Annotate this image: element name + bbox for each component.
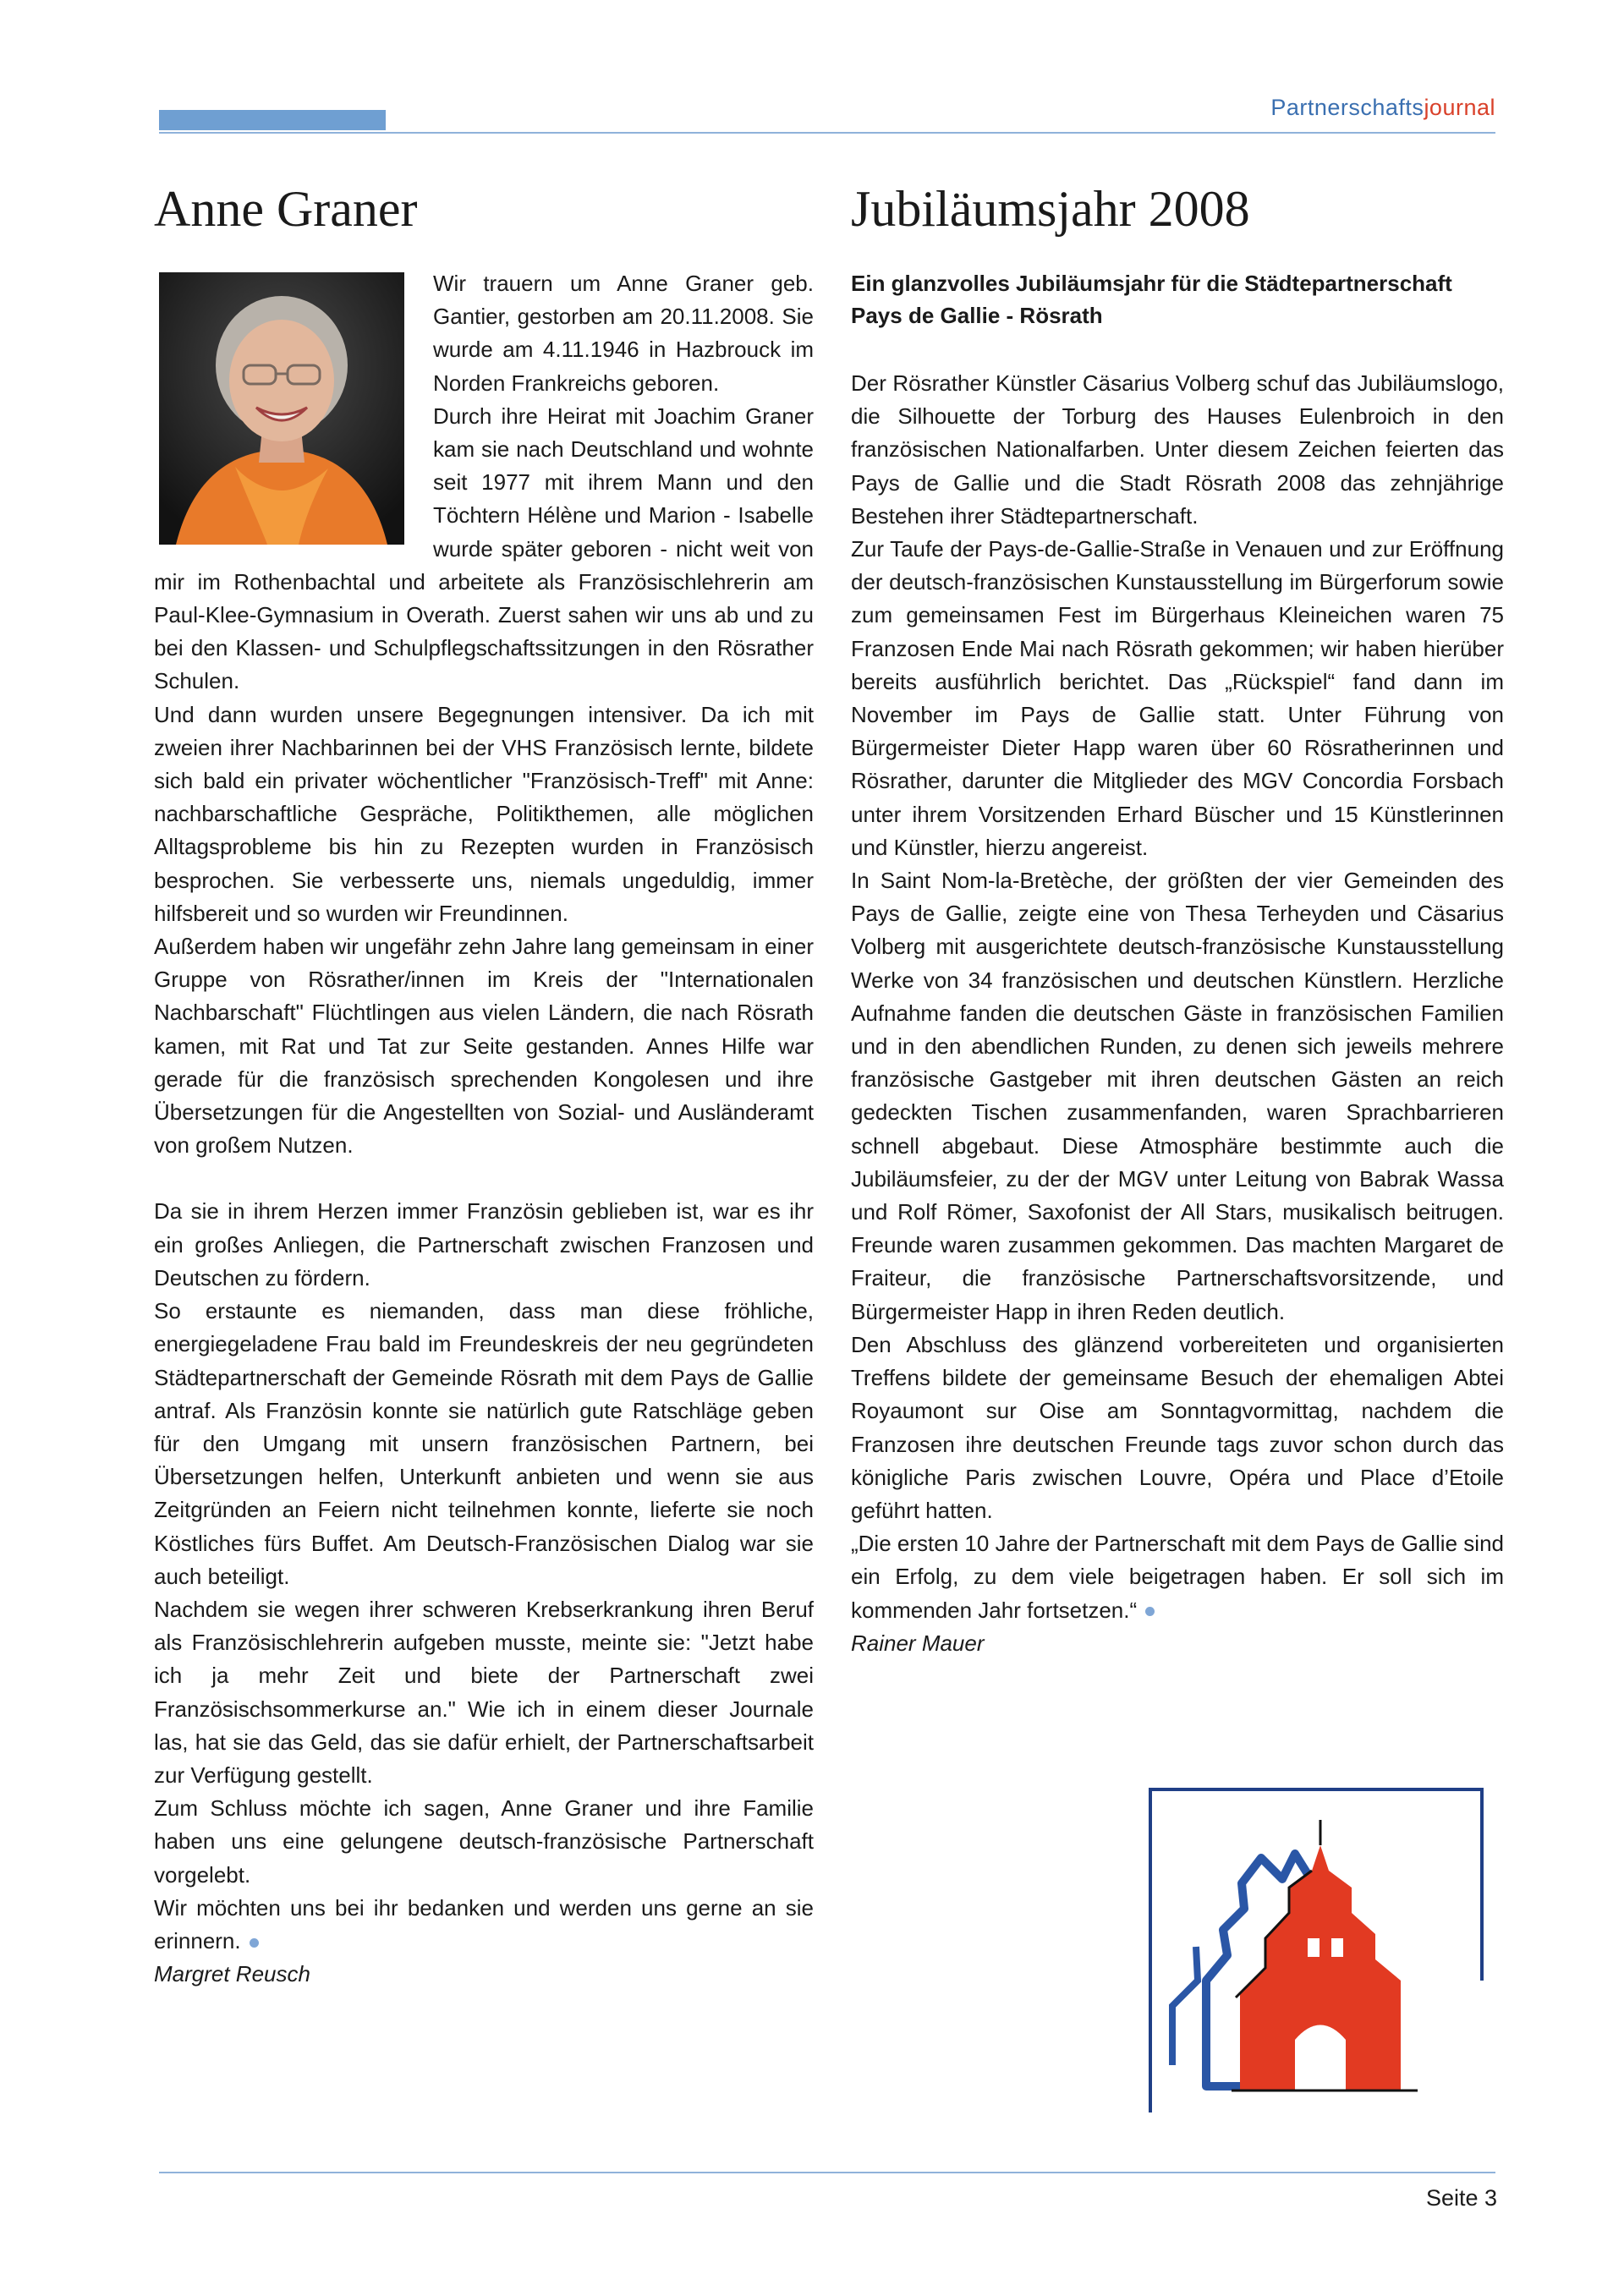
paragraph-quote	[851, 1527, 1504, 1627]
portrait-photo	[159, 272, 404, 545]
footer-rule	[159, 2172, 1495, 2173]
article-jubilaeumsjahr	[851, 179, 1504, 1660]
paragraph-intro: Wir trauern um Anne Graner geb. Gantier, gestorben am 20.11.2008. Sie wurde am 4.11.1946 in Hazbrouck im Norden Frankreichs geboren.	[433, 271, 814, 396]
paragraph: Zur Taufe der Pays-de-Gallie-Straße in Venauen und zur Eröffnung der deutsch-französischen Kunstausstellung im Bürgerforum sowie zum gemeinsamen Fest im Bürgerhaus Kleineichen waren 75 Franzosen Ende Mai nach Rösrath gekommen; wir haben hierüber bereits ausführlich berichtet. Das „Rückspiel“ fand dann im November im Pays de Gallie statt. Unter Führung von Bürgermeister Dieter Happ waren über 60 Rösratherinnen und Rösrather, darunter die Mitglieder des MGV Concordia Forsbach unter ihrem Vorsitzenden Erhard Büscher und 15 Künstlerinnen und Künstler, hierzu angereist.	[851, 536, 1504, 860]
paragraph: Und dann wurden unsere Begegnungen intensiver. Da ich mit zweien ihrer Nachbarinnen bei der VHS Französisch lernte, bildete sich bald ein privater wöchentlicher "Französisch-Treff" mit Anne: nachbarschaftliche Gespräche, Politikthemen, alle möglichen Alltagsprobleme bis hin zu Rezepten wurden in Französisch besprochen. Sie verbesserte uns, niemals ungeduldig, immer hilfsbereit und so wurden wir Freundinnen.	[154, 701, 814, 926]
paragraph: Da sie in ihrem Herzen immer Französin geblieben ist, war es ihr ein großes Anliegen, die Partnerschaft zwischen Franzosen und Deutschen zu fördern.	[154, 1198, 814, 1290]
header-accent-bar	[159, 110, 386, 130]
journal-name	[1270, 95, 1495, 121]
paragraph: In Saint Nom-la-Bretèche, der größten der vier Gemeinden des Pays de Gallie, zeigte eine von Thesa Terheyden und Cäsarius Volberg mit ausgerichtete deutsch-französische Kunstausstellung Werke von 34 französischen und deutschen Künstlern. Herzliche Aufnahme fanden die deutschen Gäste in französischen Familien und in den abendlichen Runden, zu denen sich jeweils mehrere französische Gastgeber mit ihren deutschen Gästen an reich gedeckten Tischen zusammenfanden, waren Sprachbarrieren schnell abgebaut. Diese Atmosphäre bestimmte auch die Jubiläumsfeier, zu der der MGV unter Leitung von Babrak Wassa und Rolf Römer, Saxofonist der All Stars, musikalisch beitrugen. Freunde waren zusammen gekommen. Das machten Margaret de Fraiteur, die französische Partnerschaftsvorsitzende, und Bürgermeister Happ in ihren Reden deutlich.	[851, 868, 1504, 1324]
paragraph: Außerdem haben wir ungefähr zehn Jahre lang gemeinsam in einer Gruppe von Rösrather/innen im Kreis der "Internationalen Nachbarschaft" Flüchtlingen aus vielen Ländern, die nach Rösrath kamen, mit Rat und Tat zur Seite gestanden. Annes Hilfe war gerade für die französisch sprechenden Kongolesen und ihre Übersetzungen für die Angestellten von Sozial- und Ausländeramt von großem Nutzen.	[154, 934, 814, 1159]
end-dot-icon	[1145, 1607, 1155, 1616]
article-lead: Ein glanzvolles Jubiläumsjahr für die Städtepartnerschaft Pays de Gallie - Rösrath	[851, 271, 1452, 328]
paragraph: So erstaunte es niemanden, dass man diese fröhliche, energiegeladene Frau bald im Freundeskreis der neu gegründeten Städtepartnerschaft der Gemeinde Rösrath mit dem Pays de Gallie antraf. Als Französin konnte sie natürlich gute Ratschläge geben für den Umgang mit unsern französischen Partnern, bei Übersetzungen helfen, Unterkunft anbieten und wenn sie aus Zeitgründen an Feiern nicht teilnehmen konnte, lieferte sie noch Köstliches fürs Buffet. Am Deutsch-Französischen Dialog war sie auch beteiligt.	[154, 1298, 814, 1589]
paragraph: Durch ihre Heirat mit Joachim Graner kam sie nach Deutschland und wohnte seit 1977 mit ihrem Mann und den Töchtern Hélène und Marion - Isabelle wurde später geboren - nicht weit von mir im Rothenbachtal und arbeitete als Französischlehrerin am Paul-Klee-Gymnasium in Overath. Zuerst sahen wir uns ab und zu bei den Klassen- und Schulpflegschaftssitzungen in den Rösrather Schulen.	[154, 403, 814, 694]
journal-name-prefix: Partnerschafts	[1270, 95, 1424, 120]
paragraph: Zum Schluss möchte ich sagen, Anne Graner und ihre Familie haben uns eine gelungene deutsch-französische Partnerschaft vorgelebt.	[154, 1795, 814, 1888]
journal-name-suffix: journal	[1424, 95, 1495, 120]
paragraph: Der Rösrather Künstler Cäsarius Volberg schuf das Jubiläumslogo, die Silhouette der Torburg des Hauses Eulenbroich in den französischen Nationalfarben. Unter diesem Zeichen feierten das Pays de Gallie und die Stadt Rösrath 2008 das zehnjährige Bestehen ihrer Städtepartnerschaft.	[851, 370, 1504, 529]
article-title: Jubiläumsjahr 2008	[851, 181, 1250, 237]
paragraph-gap	[154, 1162, 814, 1195]
page-number: Seite 3	[1425, 2185, 1497, 2211]
jubilee-logo-image	[1147, 1786, 1485, 2116]
closing-text: Wir möchten uns bei ihr bedanken und werden uns gerne an sie erinnern.	[154, 1894, 814, 1954]
quote-text: „Die ersten 10 Jahre der Partnerschaft mit dem Pays de Gallie sind ein Erfolg, zu dem viele beigetragen haben. Er soll sich im kommenden Jahr fortsetzen.“	[851, 1531, 1504, 1623]
article-title: Anne Graner	[154, 181, 418, 237]
end-dot-icon	[250, 1938, 259, 1948]
paragraph-closing	[154, 1892, 814, 1958]
article-anne-graner	[154, 179, 814, 1991]
header-rule	[159, 132, 1495, 134]
paragraph: Den Abschluss des glänzend vorbereiteten und organisierten Treffens bildete der gemeinsame Besuch der ehemaligen Abtei Royaumont sur Oise am Sonntagvormittag, nachdem die Franzosen ihre deutschen Freunde tags zuvor schon durch das königliche Paris zwischen Louvre, Opéra und Place d’Etoile geführt hatten.	[851, 1331, 1504, 1523]
author-signature: Rainer Mauer	[851, 1630, 985, 1656]
author-signature: Margret Reusch	[154, 1961, 310, 1987]
paragraph: Nachdem sie wegen ihrer schweren Krebserkrankung ihren Beruf als Französischlehrerin aufgeben musste, meinte sie: "Jetzt habe ich ja mehr Zeit und biete der Partnerschaft zwei Französischsommerkurse an." Wie ich in einem dieser Journale las, hat sie das Geld, das sie dafür erhielt, der Partnerschaftsarbeit zur Verfügung gestellt.	[154, 1596, 814, 1788]
